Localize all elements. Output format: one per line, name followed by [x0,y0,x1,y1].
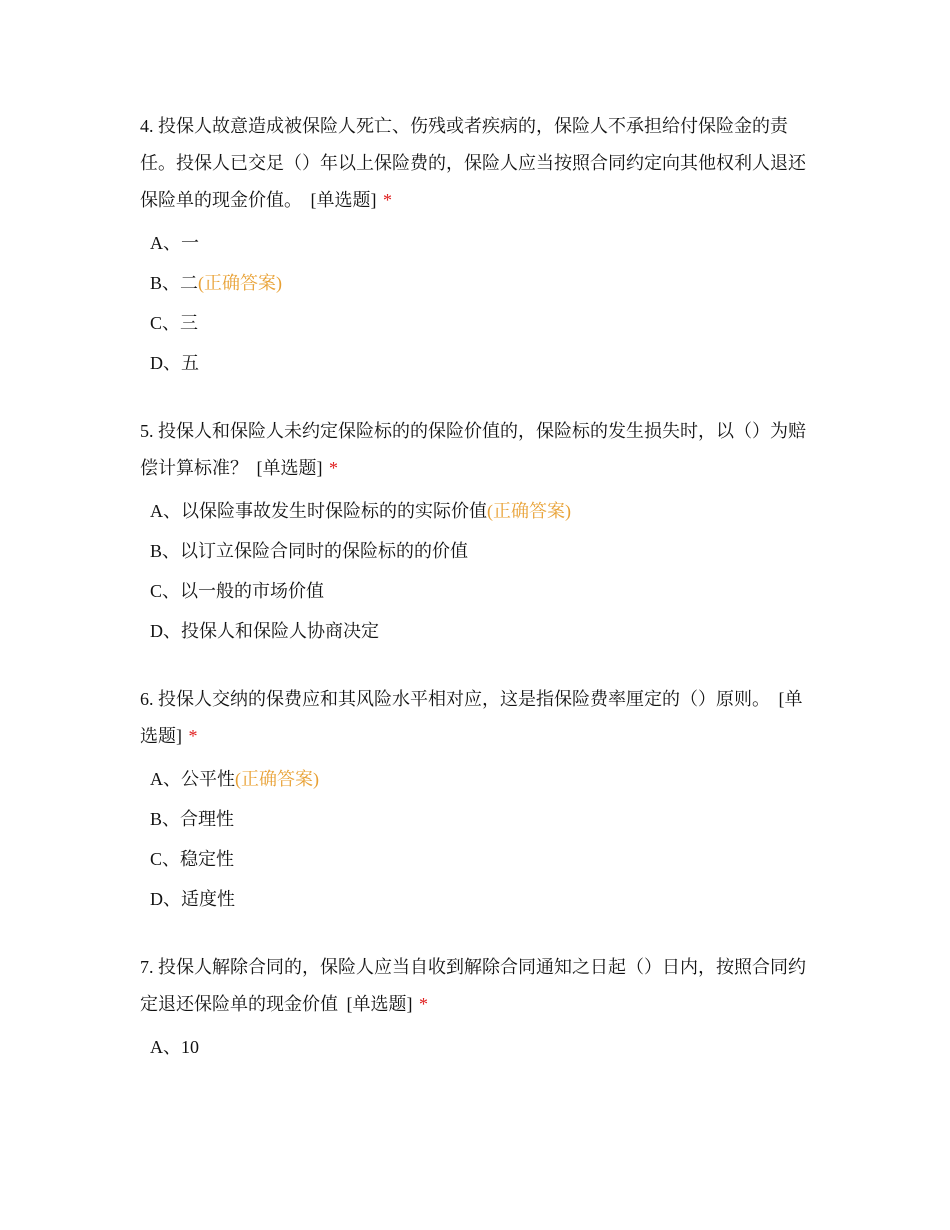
question-number: 4. [140,116,154,136]
question-text [140,949,820,1023]
option-a [150,223,820,263]
document-page [140,108,820,1097]
question-5 [140,413,820,651]
question-type: [单选题] [256,458,323,478]
question-type: [单选题] [310,190,377,210]
question-text [140,108,820,219]
question-body: 投保人解除合同的，保险人应当自收到解除合同通知之日起（）日内，按照合同约定退还保险单的现金价值 [140,957,806,1014]
option-text: D、五 [150,353,199,373]
option-text: D、适度性 [150,889,235,909]
option-list [140,223,820,383]
option-text: A、一 [150,233,199,253]
option-c [150,303,820,343]
correct-answer-label: (正确答案) [198,273,283,293]
option-list [140,1027,820,1067]
option-b [150,799,820,839]
correct-answer-label: (正确答案) [487,501,571,521]
question-body: 投保人故意造成被保险人死亡、伤残或者疾病的，保险人不承担给付保险金的责任。投保人已交足（）年以上保险费的，保险人应当按照合同约定向其他权利人退还保险单的现金价值。 [140,116,806,210]
question-text [140,681,820,755]
option-text: D、投保人和保险人协商决定 [150,621,379,641]
correct-answer-label: (正确答案) [235,769,319,789]
option-text: A、10 [150,1037,199,1057]
option-text: C、以一般的市场价值 [150,581,325,601]
question-number: 6. [140,689,154,709]
option-text: B、二 [150,273,199,293]
option-text: B、合理性 [150,809,235,829]
option-text: A、公平性 [150,769,235,789]
option-a [150,1027,820,1067]
option-d [150,879,820,919]
option-a [150,491,820,531]
option-text: C、稳定性 [150,849,235,869]
question-6 [140,681,820,919]
option-list [140,759,820,919]
option-c [150,839,820,879]
required-mark: * [383,190,392,210]
question-number: 7. [140,957,154,977]
option-text: C、三 [150,313,199,333]
option-b [150,263,820,303]
question-body: 投保人交纳的保费应和其风险水平相对应，这是指保险费率厘定的（）原则。 [158,689,770,709]
option-d [150,343,820,383]
option-b [150,531,820,571]
option-d [150,611,820,651]
required-mark: * [188,726,198,746]
question-number: 5. [140,421,154,441]
option-list [140,491,820,651]
question-type: [单选题] [140,689,803,746]
option-c [150,571,820,611]
question-type: [单选题] [346,994,413,1014]
option-text: A、以保险事故发生时保险标的的实际价值 [150,501,487,521]
question-text [140,413,820,487]
option-text: B、以订立保险合同时的保险标的的价值 [150,541,469,561]
question-7 [140,949,820,1067]
required-mark: * [419,994,428,1014]
required-mark: * [329,458,338,478]
question-body: 投保人和保险人未约定保险标的的保险价值的，保险标的发生损失时，以（）为赔偿计算标准？ [140,421,806,478]
option-a [150,759,820,799]
question-4 [140,108,820,383]
